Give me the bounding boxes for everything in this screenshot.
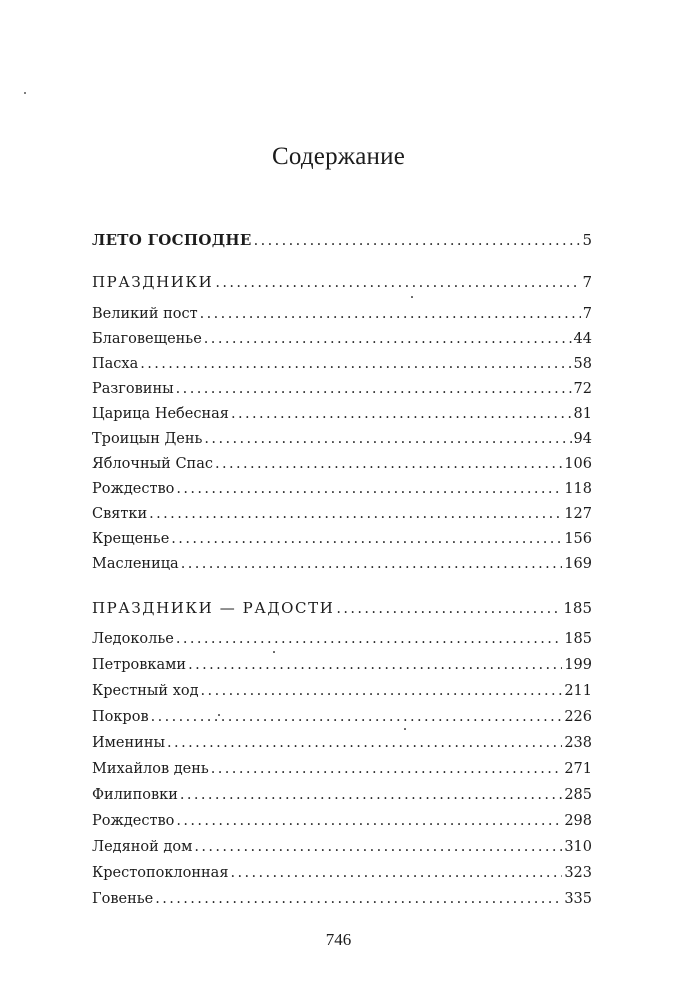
dot-leader	[204, 328, 572, 350]
dot-leader	[180, 784, 562, 806]
dot-leader	[176, 478, 562, 500]
scan-speck	[273, 651, 275, 653]
dot-leader	[231, 403, 572, 425]
toc-entry-label: Троицын День	[92, 431, 203, 447]
dot-leader	[176, 810, 562, 832]
dot-leader	[181, 553, 563, 575]
dot-leader	[176, 378, 572, 400]
toc-entry-page: 335	[564, 891, 592, 907]
dot-leader	[140, 353, 571, 375]
dot-leader	[167, 732, 562, 754]
scan-speck	[218, 714, 220, 716]
toc-entry-label: Пасха	[92, 356, 139, 372]
dot-leader	[211, 758, 563, 780]
toc-entry-page: 285	[564, 787, 592, 803]
toc-entry	[92, 862, 592, 884]
toc-entry	[92, 403, 592, 425]
toc-entry-page: 106	[564, 456, 592, 472]
toc-entry	[92, 628, 592, 650]
toc-entry-page: 169	[564, 556, 592, 572]
toc-entry-label: Святки	[92, 506, 148, 522]
toc-entry-page: 271	[564, 761, 592, 777]
dot-leader	[204, 428, 571, 450]
scan-speck	[411, 296, 413, 298]
toc-part-page: 7	[582, 273, 592, 291]
toc-entry	[92, 784, 592, 806]
toc-entry-label: Рождество	[92, 813, 175, 829]
dot-leader	[201, 680, 563, 702]
dot-leader	[230, 862, 562, 884]
toc-entry-page: 156	[564, 531, 592, 547]
toc-entry-label: Великий пост	[92, 306, 198, 322]
toc-entry	[92, 680, 592, 702]
toc-entry-label: Ледоколье	[92, 631, 174, 647]
toc-entry-label: Крещенье	[92, 531, 170, 547]
toc-entry	[92, 553, 592, 575]
toc-entry-page: 5	[582, 231, 592, 249]
toc-entry-page: 310	[564, 839, 592, 855]
toc-entry-label: Крестопоклонная	[92, 865, 229, 881]
toc-part-heading	[92, 271, 592, 293]
toc-entry	[92, 654, 592, 676]
dot-leader	[176, 628, 562, 650]
toc-entry-page: 58	[573, 356, 592, 372]
toc-part-label: ПРАЗДНИКИ	[92, 273, 214, 291]
toc-entry-label: Царица Небесная	[92, 406, 229, 422]
toc-entry	[92, 378, 592, 400]
toc-entry	[92, 732, 592, 754]
toc-entry	[92, 706, 592, 728]
dot-leader	[194, 836, 562, 858]
page-number: 746	[325, 930, 352, 949]
toc-entry-label: Михайлов день	[92, 761, 209, 777]
toc-entry	[92, 303, 592, 325]
toc-entry-page: 185	[564, 631, 592, 647]
scan-speck	[404, 728, 406, 730]
dot-leader	[149, 503, 562, 525]
toc-entry	[92, 888, 592, 910]
toc-entry-label: Покров	[92, 709, 149, 725]
toc-entry-label: Говенье	[92, 891, 154, 907]
toc-entry	[92, 528, 592, 550]
dot-leader	[215, 453, 562, 475]
toc-entry-page: 226	[564, 709, 592, 725]
toc-part-heading	[92, 597, 592, 619]
toc-entry	[92, 478, 592, 500]
toc-entry-page: 211	[564, 683, 592, 699]
toc-part-label: ПРАЗДНИКИ — РАДОСТИ	[92, 599, 335, 617]
dot-leader	[336, 598, 561, 620]
dot-leader	[200, 303, 581, 325]
toc-entry-page: 298	[564, 813, 592, 829]
toc-entry-label: Масленица	[92, 556, 179, 572]
toc-entry-page: 94	[573, 431, 592, 447]
toc-part-page: 185	[563, 599, 592, 617]
toc-entry-page: 44	[573, 331, 592, 347]
toc-entry	[92, 353, 592, 375]
toc-entry-page: 199	[564, 657, 592, 673]
dot-leader	[151, 706, 563, 728]
toc-entry-label: Разговины	[92, 381, 174, 397]
toc-entry-label: ЛЕТО ГОСПОДНЕ	[92, 231, 252, 249]
scan-speck	[24, 92, 26, 94]
toc-entry-label: Крестный ход	[92, 683, 199, 699]
toc-entry	[92, 503, 592, 525]
dot-leader	[215, 272, 580, 294]
toc-entry	[92, 453, 592, 475]
toc-entry-label: Филиповки	[92, 787, 178, 803]
toc-entry-label: Благовещенье	[92, 331, 202, 347]
dot-leader	[254, 230, 581, 252]
toc-entry-lead	[92, 229, 592, 251]
toc-entry-label: Яблочный Спас	[92, 456, 213, 472]
toc-entry-label: Петровками	[92, 657, 187, 673]
toc-entry	[92, 836, 592, 858]
page-title: Содержание	[272, 143, 405, 170]
dot-leader	[155, 888, 562, 910]
dot-leader	[188, 654, 562, 676]
toc-entry	[92, 758, 592, 780]
toc-entry-page: 81	[573, 406, 592, 422]
toc-entry-label: Ледяной дом	[92, 839, 193, 855]
toc-entry-page: 72	[573, 381, 592, 397]
toc-entry	[92, 328, 592, 350]
toc-entry-page: 7	[582, 306, 592, 322]
toc-entry-label: Рождество	[92, 481, 175, 497]
toc-entry-label: Именины	[92, 735, 166, 751]
dot-leader	[171, 528, 562, 550]
toc-entry-page: 118	[564, 481, 592, 497]
toc-entry-page: 238	[564, 735, 592, 751]
toc-entry-page: 323	[564, 865, 592, 881]
toc-entry	[92, 428, 592, 450]
toc-entry-page: 127	[564, 506, 592, 522]
toc-entry	[92, 810, 592, 832]
